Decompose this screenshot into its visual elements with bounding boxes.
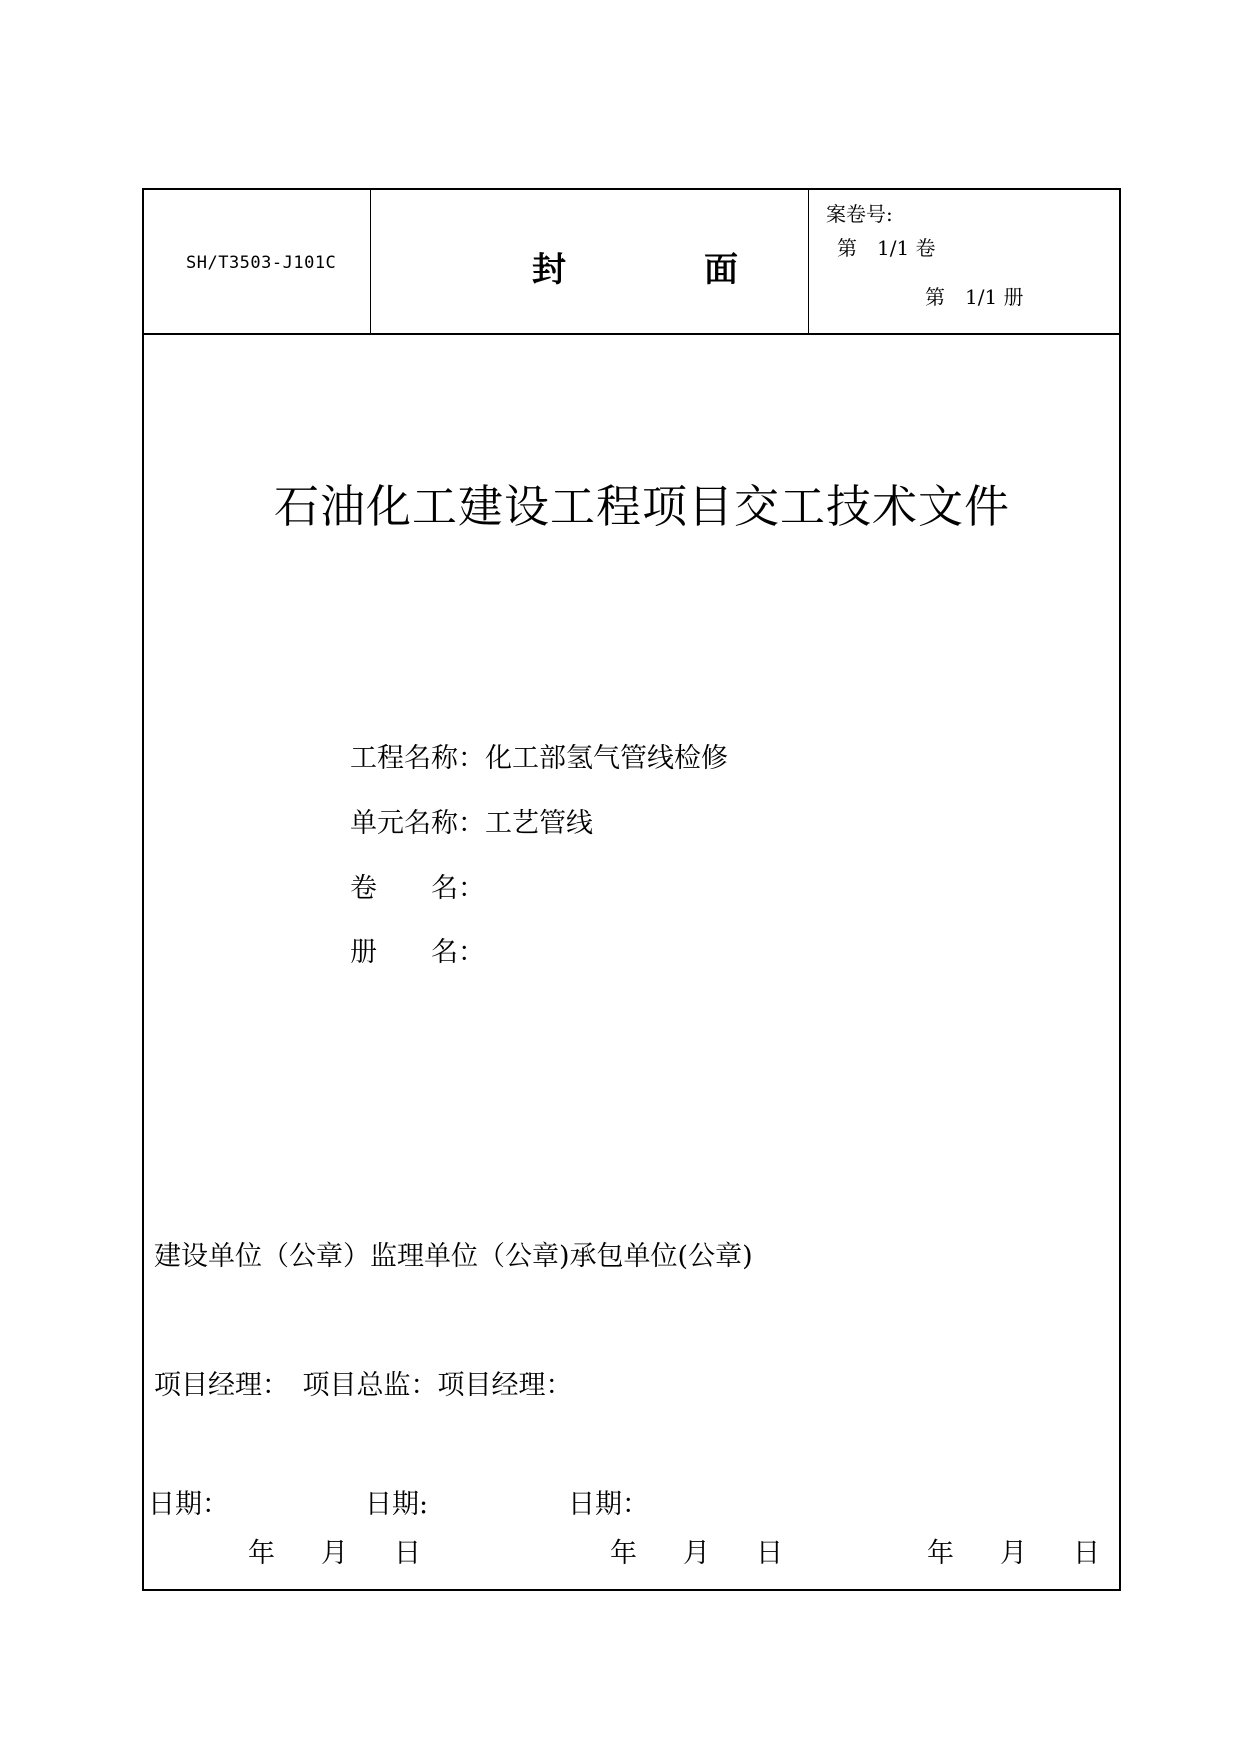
day-label: 日 (394, 1538, 421, 1569)
month-label: 月 (1000, 1538, 1027, 1569)
header-divider-2 (808, 190, 809, 333)
project-name: 工程名称：化工部氢气管线检修 (350, 743, 728, 774)
year-label: 年 (248, 1538, 275, 1569)
date-fields-1 (248, 1531, 421, 1570)
month-label: 月 (321, 1538, 348, 1569)
day-label: 日 (1073, 1538, 1100, 1569)
header-separator (144, 333, 1119, 335)
date-fields-2 (610, 1531, 783, 1570)
book-number: 第 1/1 册 (925, 285, 1024, 309)
book-name: 册 名： (350, 937, 485, 968)
date-label-2: 日期: (365, 1489, 429, 1520)
main-title: 石油化工建设工程项目交工技术文件 (274, 480, 1011, 533)
cover-frame (142, 188, 1121, 1591)
date-label-3: 日期： (568, 1489, 649, 1520)
year-label: 年 (927, 1538, 954, 1569)
day-label: 日 (756, 1538, 783, 1569)
document-code: SH/T3503-J101C (186, 253, 337, 273)
date-fields-3 (927, 1531, 1100, 1570)
volume-number: 第 1/1 卷 (837, 236, 936, 260)
header-divider-1 (370, 190, 371, 333)
year-label: 年 (610, 1538, 637, 1569)
managers-line: 项目经理： 项目总监：项目经理： (154, 1370, 573, 1401)
date-label-1: 日期： (148, 1489, 229, 1520)
seal-units-line: 建设单位（公章）监理单位（公章)承包单位(公章) (154, 1241, 753, 1272)
archive-number-label: 案卷号: (826, 202, 893, 226)
month-label: 月 (683, 1538, 710, 1569)
cover-title: 封 面 (532, 250, 790, 290)
unit-name: 单元名称：工艺管线 (350, 808, 593, 839)
volume-name: 卷 名： (350, 873, 485, 904)
